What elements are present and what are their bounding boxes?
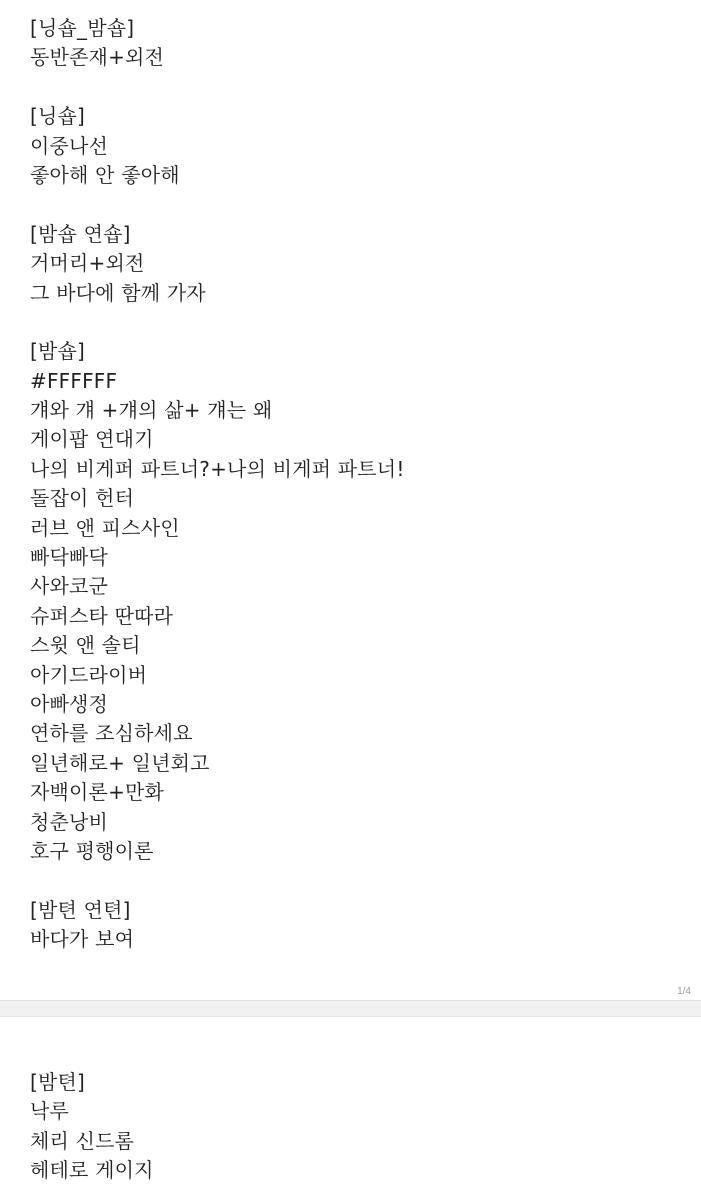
- text-line: 이중나선: [30, 133, 109, 158]
- page-separator: [0, 1000, 701, 1017]
- page-1-text-lines: [30, 14, 405, 955]
- text-line: 체리 신드롬: [30, 1128, 135, 1153]
- text-line: 청춘낭비: [30, 809, 109, 834]
- blank-line: [30, 190, 405, 219]
- text-line: [밤숍 연숍]: [30, 221, 131, 246]
- document-page-2: [0, 1017, 701, 1200]
- text-line: #FFFFFF: [30, 368, 118, 393]
- text-line: 호구 평행이론: [30, 838, 154, 863]
- text-line: 바다가 보여: [30, 927, 135, 952]
- text-line: 자백이론+만화: [30, 780, 165, 805]
- text-line: 그 바다에 함께 가자: [30, 280, 206, 305]
- text-line: 슈퍼스타 딴따라: [30, 603, 174, 628]
- text-line: [닝숍_밤숍]: [30, 16, 135, 40]
- text-line: 일년해로+ 일년회고: [30, 750, 210, 775]
- text-line: 스윗 앤 솔티: [30, 633, 141, 658]
- text-line: 게이팝 연대기: [30, 427, 154, 452]
- text-line: 아기드라이버: [30, 662, 148, 687]
- text-line: 동반존재+외전: [30, 45, 165, 70]
- text-line: 낙루: [30, 1099, 70, 1124]
- text-line: 연하를 조심하세요: [30, 721, 193, 746]
- text-line: 걔와 걔 +걔의 삶+ 걔는 왜: [30, 398, 273, 423]
- text-line: [밤텬]: [30, 1070, 86, 1094]
- text-line: 거머리+외전: [30, 251, 145, 276]
- page-number-indicator: 1/4: [677, 986, 691, 997]
- text-line: 아빠생정: [30, 691, 109, 716]
- text-line: 사와코군: [30, 574, 109, 599]
- text-line: 빠닥빠닥: [30, 545, 109, 570]
- text-line: 나의 비게퍼 파트너?+나의 비게퍼 파트너!: [30, 456, 405, 481]
- page-2-text-lines: [30, 1068, 154, 1186]
- text-line: [밤숍]: [30, 339, 86, 364]
- blank-line: [30, 73, 405, 102]
- text-line: 좋아해 안 좋아해: [30, 162, 180, 187]
- text-line: 러브 앤 피스사인: [30, 515, 180, 540]
- text-line: [닝숍]: [30, 104, 86, 129]
- text-line: 돌잡이 헌터: [30, 486, 135, 511]
- blank-line: [30, 308, 405, 337]
- text-line: 헤테로 게이지: [30, 1158, 154, 1183]
- text-line: [밤텬 연텬]: [30, 897, 131, 922]
- blank-line: [30, 866, 405, 895]
